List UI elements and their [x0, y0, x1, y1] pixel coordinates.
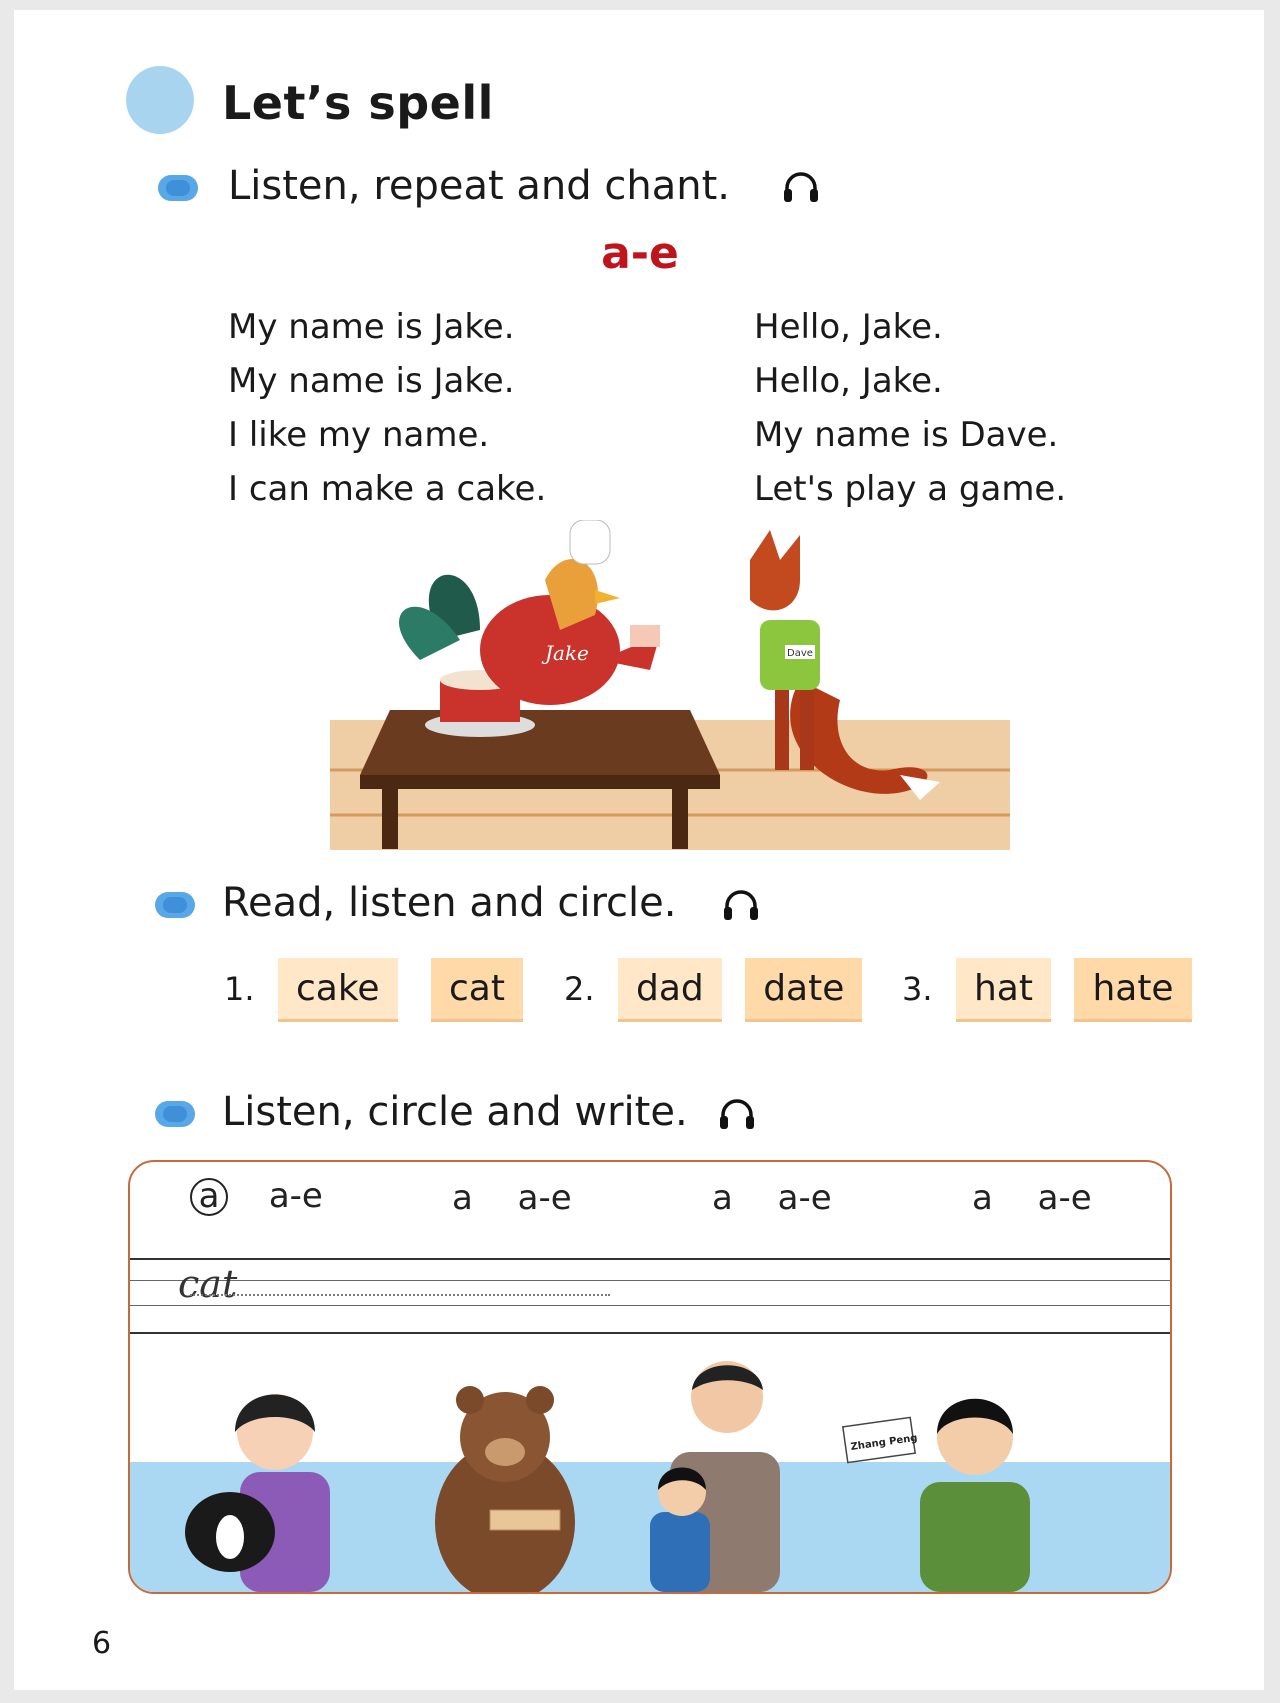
bear-with-cake-picture [435, 1386, 575, 1592]
option-group-4 [972, 1178, 1092, 1218]
write-box [128, 1160, 1172, 1594]
jake-shirt-label: Jake [545, 641, 589, 665]
item-number: 3. [902, 970, 933, 1008]
bullet-icon [158, 175, 198, 201]
chant-line: My name is Jake. [228, 361, 515, 401]
option-ae[interactable]: a-e [777, 1178, 832, 1218]
picture-strip [130, 1342, 1170, 1592]
word-card[interactable]: date [745, 958, 862, 1019]
option-a[interactable]: a [972, 1178, 993, 1218]
page-title: Let’s spell [222, 76, 494, 130]
chant-line: Let's play a game. [754, 469, 1067, 509]
option-group-2 [452, 1178, 572, 1218]
option-a-circled[interactable]: a [190, 1178, 228, 1216]
chant-right-column [754, 300, 1066, 516]
option-ae[interactable]: a-e [268, 1176, 323, 1216]
option-a[interactable]: a [452, 1178, 473, 1218]
rooster-and-fox-illustration [330, 520, 1010, 850]
chant-left-column [228, 300, 546, 516]
boy-with-name-card-picture [843, 1399, 1030, 1592]
name-card-label: Zhang Peng [850, 1432, 919, 1453]
section2-instruction: Read, listen and circle. [222, 880, 677, 926]
circle-item-1 [224, 958, 523, 1019]
word-card[interactable]: hate [1074, 958, 1191, 1019]
page-number: 6 [92, 1626, 112, 1661]
circle-item-3 [902, 958, 1192, 1019]
dave-shirt-label: Dave [787, 648, 813, 659]
writing-line [130, 1332, 1170, 1334]
headphones-icon[interactable] [782, 170, 820, 204]
write-guide [190, 1294, 610, 1296]
example-answer: cat [178, 1262, 238, 1306]
father-and-daughter-picture [650, 1361, 780, 1592]
option-ae[interactable]: a-e [1037, 1178, 1092, 1218]
chant-line: I can make a cake. [228, 469, 547, 509]
writing-line [130, 1258, 1170, 1260]
option-ae[interactable]: a-e [517, 1178, 572, 1218]
word-card[interactable]: cake [278, 958, 398, 1019]
title-circle-icon [126, 66, 194, 134]
headphones-icon[interactable] [722, 888, 760, 922]
writing-line [130, 1280, 1170, 1281]
section3-instruction: Listen, circle and write. [222, 1089, 688, 1135]
bullet-icon [155, 892, 195, 918]
headphones-icon[interactable] [718, 1097, 756, 1131]
writing-line [130, 1305, 1170, 1306]
circle-item-2 [564, 958, 862, 1019]
word-card[interactable]: dad [618, 958, 722, 1019]
bullet-icon [155, 1101, 195, 1127]
chant-line: Hello, Jake. [754, 307, 943, 347]
word-card[interactable]: cat [431, 958, 523, 1019]
spelling-pattern: a-e [601, 228, 679, 279]
item-number: 2. [564, 970, 595, 1008]
chant-line: My name is Dave. [754, 415, 1059, 455]
chant-line: I like my name. [228, 415, 490, 455]
chant-line: My name is Jake. [228, 307, 515, 347]
section1-instruction: Listen, repeat and chant. [228, 163, 730, 209]
word-card[interactable]: hat [956, 958, 1051, 1019]
option-group-3 [712, 1178, 832, 1218]
option-group-1 [190, 1176, 323, 1216]
girl-with-cat-picture [185, 1394, 330, 1592]
chant-line: Hello, Jake. [754, 361, 943, 401]
option-a[interactable]: a [712, 1178, 733, 1218]
item-number: 1. [224, 970, 255, 1008]
